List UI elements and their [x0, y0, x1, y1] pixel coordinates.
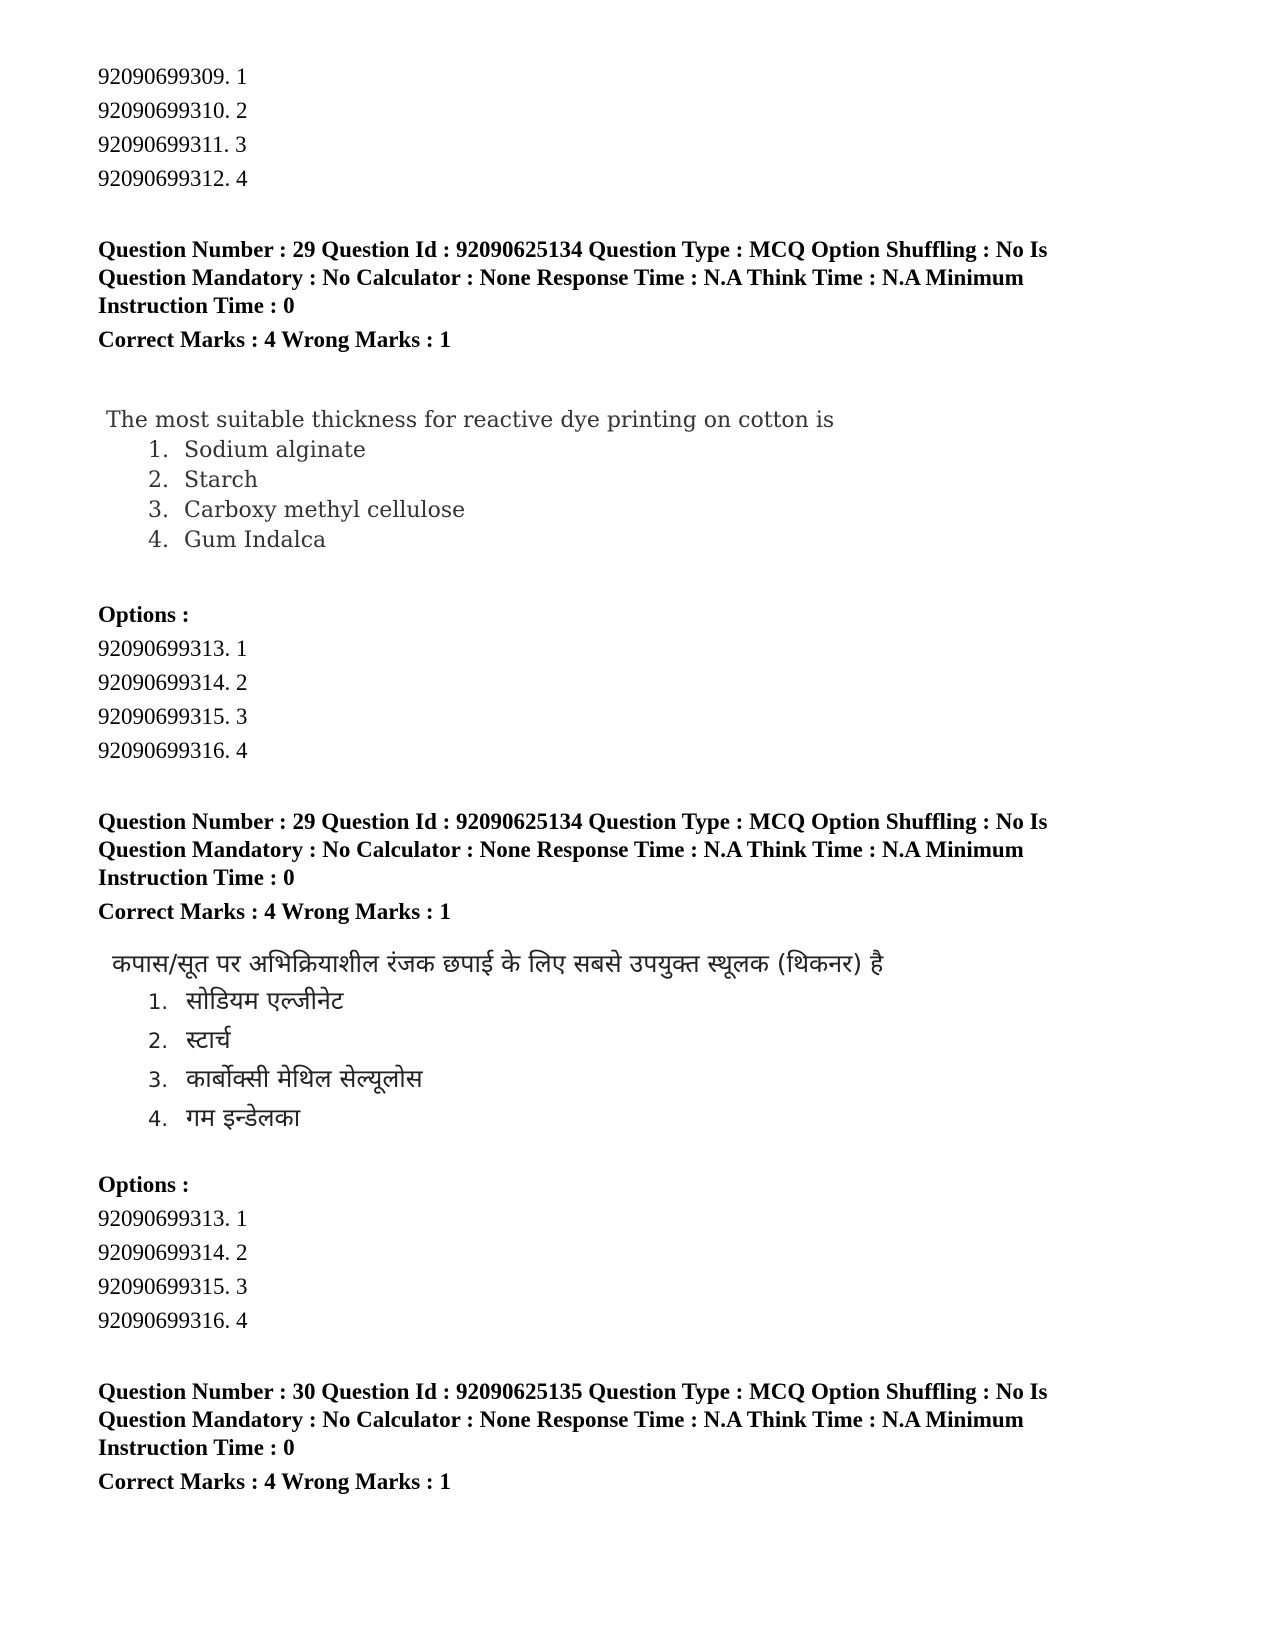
choice-text: Sodium alginate	[184, 438, 366, 463]
option-line: 92090699313. 1	[98, 636, 248, 661]
option-line: 92090699311. 3	[98, 132, 247, 157]
choice-number: 1.	[148, 438, 169, 463]
choice-number: 2.	[148, 468, 169, 493]
choice-number: 3.	[148, 1068, 169, 1092]
option-line: 92090699316. 4	[98, 738, 248, 763]
previous-options-list	[98, 60, 1198, 196]
choice-number: 1.	[148, 990, 169, 1014]
choice-text: स्टार्च	[186, 1025, 231, 1054]
option-line: 92090699313. 1	[98, 1206, 248, 1231]
question-30	[98, 1378, 1198, 1496]
choice-item	[106, 436, 1198, 466]
option-line: 92090699309. 1	[98, 64, 248, 89]
choice-number: 3.	[148, 498, 169, 523]
meta-line: Question Number : 29 Question Id : 92090625134 Question Type : MCQ Option Shuffling : No Is	[98, 237, 1048, 262]
choice-item	[112, 1060, 1198, 1099]
meta-line: Instruction Time : 0	[98, 1435, 295, 1460]
options-label: Options :	[98, 1172, 190, 1197]
choice-text: Carboxy methyl cellulose	[184, 498, 466, 523]
question-body	[112, 946, 1198, 1138]
question-body	[106, 406, 1198, 556]
document-page	[98, 60, 1198, 1496]
question-marks: Correct Marks : 4 Wrong Marks : 1	[98, 899, 451, 924]
option-line: 92090699310. 2	[98, 98, 248, 123]
choice-text: सोडियम एल्जीनेट	[186, 986, 344, 1015]
question-meta	[98, 236, 1198, 320]
meta-line: Question Number : 29 Question Id : 92090625134 Question Type : MCQ Option Shuffling : No Is	[98, 809, 1048, 834]
option-line: 92090699314. 2	[98, 670, 248, 695]
question-marks: Correct Marks : 4 Wrong Marks : 1	[98, 327, 451, 352]
option-line: 92090699315. 3	[98, 704, 248, 729]
meta-line: Question Mandatory : No Calculator : None Response Time : N.A Think Time : N.A Minimum	[98, 265, 1024, 290]
option-line: 92090699312. 4	[98, 166, 248, 191]
question-29-hi	[98, 808, 1198, 1338]
choice-item	[106, 526, 1198, 556]
meta-line: Question Mandatory : No Calculator : None Response Time : N.A Think Time : N.A Minimum	[98, 837, 1024, 862]
options-block	[98, 1168, 1198, 1338]
options-label: Options :	[98, 602, 190, 627]
option-line: 92090699316. 4	[98, 1308, 248, 1333]
choice-item	[112, 982, 1198, 1021]
meta-line: Question Mandatory : No Calculator : None Response Time : N.A Think Time : N.A Minimum	[98, 1407, 1024, 1432]
choice-item	[112, 1099, 1198, 1138]
choice-number: 4.	[148, 528, 169, 553]
meta-line: Question Number : 30 Question Id : 92090625135 Question Type : MCQ Option Shuffling : No Is	[98, 1379, 1048, 1404]
choice-number: 4.	[148, 1107, 169, 1131]
choice-text: Starch	[184, 468, 259, 493]
meta-line: Instruction Time : 0	[98, 293, 295, 318]
question-meta	[98, 808, 1198, 892]
meta-line: Instruction Time : 0	[98, 865, 295, 890]
choice-item	[106, 496, 1198, 526]
question-marks: Correct Marks : 4 Wrong Marks : 1	[98, 1469, 451, 1494]
choice-text: कार्बोक्सी मेथिल सेल्यूलोस	[186, 1064, 423, 1093]
question-stem: कपास/सूत पर अभिक्रियाशील रंजक छपाई के लिए सबसे उपयुक्त स्थूलक (थिकनर) है	[112, 949, 884, 978]
choice-text: गम इन्डेलका	[186, 1103, 301, 1132]
option-line: 92090699315. 3	[98, 1274, 248, 1299]
options-block	[98, 598, 1198, 768]
choice-item	[112, 1021, 1198, 1060]
question-meta	[98, 1378, 1198, 1462]
choice-list	[112, 982, 1198, 1138]
choice-item	[106, 466, 1198, 496]
question-29-en	[98, 236, 1198, 768]
question-stem: The most suitable thickness for reactive dye printing on cotton is	[106, 408, 835, 433]
option-line: 92090699314. 2	[98, 1240, 248, 1265]
choice-text: Gum Indalca	[184, 528, 327, 553]
choice-list	[106, 436, 1198, 556]
choice-number: 2.	[148, 1029, 169, 1053]
